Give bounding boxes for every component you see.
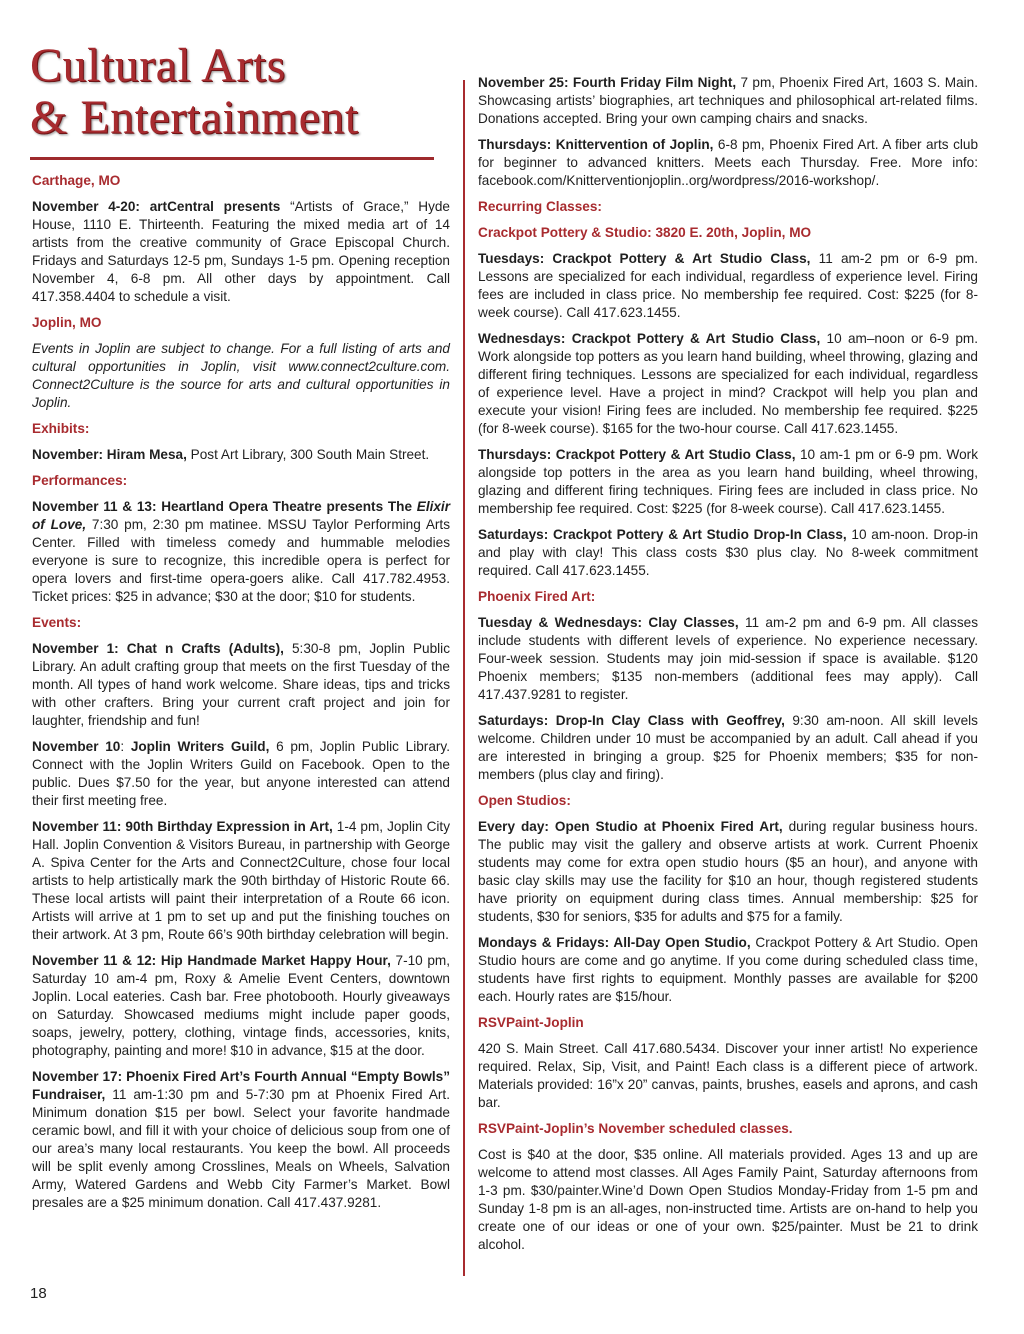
event-lead: November 25: Fourth Friday Film Night,	[478, 75, 737, 90]
joplin-note: Events in Joplin are subject to change. For a full listing of arts and cultural opportunities in Joplin, visit www.connect2culture.com. Connect2Culture is the source for arts and cultural opportunities in Joplin.	[32, 341, 450, 410]
section-crackpot: Crackpot Pottery & Studio: 3820 E. 20th, Joplin, MO	[478, 225, 812, 240]
event-lead-sep: :	[120, 739, 131, 754]
studio-mon-fri	[478, 934, 978, 1006]
event-film-night	[478, 74, 978, 128]
section-rsvpaint: RSVPaint-Joplin	[478, 1015, 584, 1030]
event-body: 5:30-8 pm, Joplin Public Library. An adult crafting group that meets on the first Tuesday of the month. All types of hand work welcome. Share ideas, tips and tricks with other crafters. Bring your current craft project and join for laughter, friendship and fun!	[32, 641, 450, 728]
event-lead: November 1: Chat n Crafts (Adults),	[32, 641, 284, 656]
event-90th-birthday	[32, 818, 450, 944]
section-performances: Performances:	[32, 473, 128, 488]
event-body: 1-4 pm, Joplin City Hall. Joplin Convention & Visitors Bureau, in partnership with George A. Spiva Center for the Arts and Connect2Culture, chose four local artists to help artistically mark the 90th birthday of Historic Route 66. These local artists will paint their interpretation of a Route 66 icon. Artists will arrive at 1 pm to set up and put the finishing touches on their artwork. At 3 pm, Route 66’s 90th birthday celebration will begin.	[32, 819, 451, 942]
event-body: Post Art Library, 300 South Main Street.	[186, 447, 430, 462]
event-lead: November 11 & 12: Hip Handmade Market Happy Hour,	[32, 953, 391, 968]
event-lead: Thursdays: Crackpot Pottery & Art Studio Class,	[478, 447, 796, 462]
event-lead: November 11: 90th Birthday Expression in Art,	[32, 819, 333, 834]
event-empty-bowls	[32, 1068, 450, 1212]
event-lead: November 11 & 13: Heartland Opera Theatre presents The	[32, 499, 417, 514]
page-title-line-1: Cultural Arts	[30, 39, 286, 92]
page-title-line-2: & Entertainment	[30, 91, 359, 144]
event-hip-handmade	[32, 952, 450, 1060]
section-exhibits: Exhibits:	[32, 421, 90, 436]
class-clay-classes	[478, 614, 978, 704]
event-body: 7 pm, Phoenix Fired Art, 1603 S. Main. Showcasing artists’ biographies, art techniques and philosophical art-related films. Donations accepted. Bring your own camping chairs and snacks.	[478, 75, 978, 126]
event-body: Crackpot Pottery & Art Studio. Open Studio hours are come and go anytime. If you come during scheduled class time, students have first rights to equipment. Monthly passes are available for $200 each. Hourly rates are $15/hour.	[478, 935, 978, 1004]
event-lead: Mondays & Fridays: All-Day Open Studio,	[478, 935, 751, 950]
right-column	[478, 74, 978, 1262]
event-writers-guild	[32, 738, 450, 810]
section-joplin: Joplin, MO	[32, 315, 102, 330]
event-body: 10 am-1 pm or 6-9 pm. Work alongside top potters in the area as you learn hand building, wheel throwing, glazing and different firing techniques. Firing fees are included in class price. No membership fee required. Cost: $225 (for 8-week course). Call 417.623.1455.	[478, 447, 978, 516]
event-lead-name: Joplin Writers Guild,	[130, 739, 270, 754]
studio-every-day	[478, 818, 978, 926]
event-lead: November 17: Phoenix Fired Art’s Fourth Annual “Empty Bowls” Fundraiser,	[32, 1069, 450, 1102]
event-chat-crafts	[32, 640, 450, 730]
event-lead: Saturdays: Drop-In Clay Class with Geoffrey,	[478, 713, 785, 728]
event-opera	[32, 498, 450, 606]
event-body: 9:30 am-noon. All skill levels welcome. Children under 10 must be accompanied by an adult. Call ahead if you are interested in bringing a group. $25 for Phoenix members; $35 for non-members (plus clay and firing).	[478, 713, 978, 782]
event-lead: Tuesdays: Crackpot Pottery & Art Studio Class,	[478, 251, 811, 266]
class-saturdays-dropin	[478, 526, 978, 580]
event-body: 6-8 pm, Phoenix Fired Art. A fiber arts club for beginner to advanced knitters. Meets each Thursday. Free. More info: facebook.com/Knitterventionjoplin..org/wordpress/2016-workshop/.	[478, 137, 979, 188]
rsvpaint-schedule: Cost is $40 at the door, $35 online. All materials provided. Ages 13 and up are welcome to attend most classes. All Ages Family Paint, Saturday afternoons from 1-3 pm. $30/painter.Wine’d Down Open Studios Monday-Friday from 1-5 pm and Sunday 1-8 pm is an all-ages, non-instructed time. Artists are on-hand to help you create one of our ideas or one of your own. $25/painter. Must be 21 to drink alcohol.	[478, 1147, 978, 1252]
section-rsvpaint-schedule: RSVPaint-Joplin’s November scheduled classes.	[478, 1121, 793, 1136]
class-thursdays	[478, 446, 978, 518]
event-body: 7-10 pm, Saturday 10 am-4 pm, Roxy & Amelie Event Centers, downtown Joplin. Local eateries. Cash bar. Free photobooth. Hourly giveaways on Saturday. Showcased mediums might include paper goods, soaps, jewelry, pottery, clothing, vintage finds, accessories, knits, photography, painting and more! $10 in advance, $15 at the door.	[32, 953, 451, 1058]
event-body: 11 am-2 pm and 6-9 pm. All classes include students with different levels of experience. No experience necessary. Four-week session. Students may join mid-session if space is available. $120 Phoenix members; $135 non-members (additional fees may apply). Call 417.437.9281 to register.	[478, 615, 978, 702]
rsvpaint-info: 420 S. Main Street. Call 417.680.5434. Discover your inner artist! No experience required. Relax, Sip, Visit, and Paint! Each class is a different piece of artwork. Materials provided: 16”x 20” canvas, paints, brushes, easels and aprons, and cash bar.	[478, 1041, 978, 1110]
section-recurring-classes: Recurring Classes:	[478, 199, 602, 214]
event-body: 10 am–noon or 6-9 pm. Work alongside top potters as you learn hand building, wheel throwing, glazing and different firing techniques. Lessons are specialized for each individual, regardless of experience level. Have a project in mind? Crackpot will help you plan and execute your vision! Firing fees are included. No membership fee required. $225 (for 8-week course). $165 for the two-hour course. Call 417.623.1455.	[478, 331, 978, 436]
class-wednesdays	[478, 330, 978, 438]
left-column	[32, 172, 450, 1220]
section-phoenix-fired-art: Phoenix Fired Art:	[478, 589, 596, 604]
class-tuesdays	[478, 250, 978, 322]
event-lead: November: Hiram Mesa,	[32, 447, 187, 462]
event-body: 7:30 pm, 2:30 pm matinee. MSSU Taylor Performing Arts Center. Filled with timeless comedy and hummable melodies everyone is sure to recognize, this incredible opera is perfect for opera lovers and first-time opera-goers alike. Call 417.782.4953. Ticket prices: $25 in advance; $30 at the door; $10 for students.	[32, 517, 450, 604]
event-body: 11 am-2 pm or 6-9 pm. Lessons are specialized for each individual, regardless of experience level. Firing fees are included in class price. No membership fee required. Cost: $225 (for 8-week course). Call 417.623.1455.	[478, 251, 978, 320]
event-lead: November 4-20: artCentral presents	[32, 199, 281, 214]
event-lead: Tuesday & Wednesdays: Clay Classes,	[478, 615, 739, 630]
event-hiram-mesa	[32, 446, 450, 464]
event-knittervention	[478, 136, 978, 190]
section-carthage: Carthage, MO	[32, 173, 121, 188]
event-body: during regular business hours. The public may visit the gallery and observe artists at work. Current Phoenix students may come for extra open studio hours ($5 an hour), and anyone with basic clay skills may use the facility for $10 an hour, though registered students have priority on equipment during class times. Annual membership: $25 for students, $30 for seniors, $35 for adults and $75 for a family.	[478, 819, 978, 924]
section-events: Events:	[32, 615, 82, 630]
page-number: 18	[30, 1285, 47, 1302]
event-body: 6 pm, Joplin Public Library. Connect with the Joplin Writers Guild on Facebook. Open to the public. Dues $7.50 for the year, but anyone interested can attend their first meeting free.	[32, 739, 450, 808]
event-body: 10 am-noon. Drop-in and play with clay! This class costs $30 plus clay. No 8-week commitment required. Call 417.623.1455.	[478, 527, 978, 578]
column-divider	[463, 80, 465, 1276]
event-lead: Saturdays: Crackpot Pottery & Art Studio Drop-In Class,	[478, 527, 847, 542]
event-lead: Every day: Open Studio at Phoenix Fired Art,	[478, 819, 783, 834]
event-lead: Wednesdays: Crackpot Pottery & Art Studio Class,	[478, 331, 821, 346]
event-lead-date: November 10	[32, 739, 121, 754]
event-lead-italic: Elixir of Love,	[32, 499, 450, 532]
page-title	[30, 40, 440, 144]
event-body: “Artists of Grace,” Hyde House, 1110 E. Thirteenth. Featuring the mixed media art of 14 artists from the creative community of Grace Episcopal Church. Fridays and Saturdays 12-5 pm, Sundays 1-5 pm. Opening reception November 4, 6-8 pm. All other days by appointment. Call 417.358.4404 to schedule a visit.	[32, 199, 450, 304]
section-open-studios: Open Studios:	[478, 793, 571, 808]
event-lead: Thursdays: Knittervention of Joplin,	[478, 137, 714, 152]
class-geoffrey	[478, 712, 978, 784]
event-artcentral	[32, 198, 450, 306]
event-body: 11 am-1:30 pm and 5-7:30 pm at Phoenix Fired Art. Minimum donation $15 per bowl. Select your favorite handmade ceramic bowl, and fill it with your choice of delicious soup from one of our area’s many local restaurants. You keep the bowl. All proceeds will be split evenly among Crosslines, Meals on Wheels, Salvation Army, Watered Gardens and Webb City Farmer’s Market. Bowl presales are a $25 minimum donation. Call 417.437.9281.	[32, 1087, 450, 1210]
title-divider	[30, 157, 434, 160]
